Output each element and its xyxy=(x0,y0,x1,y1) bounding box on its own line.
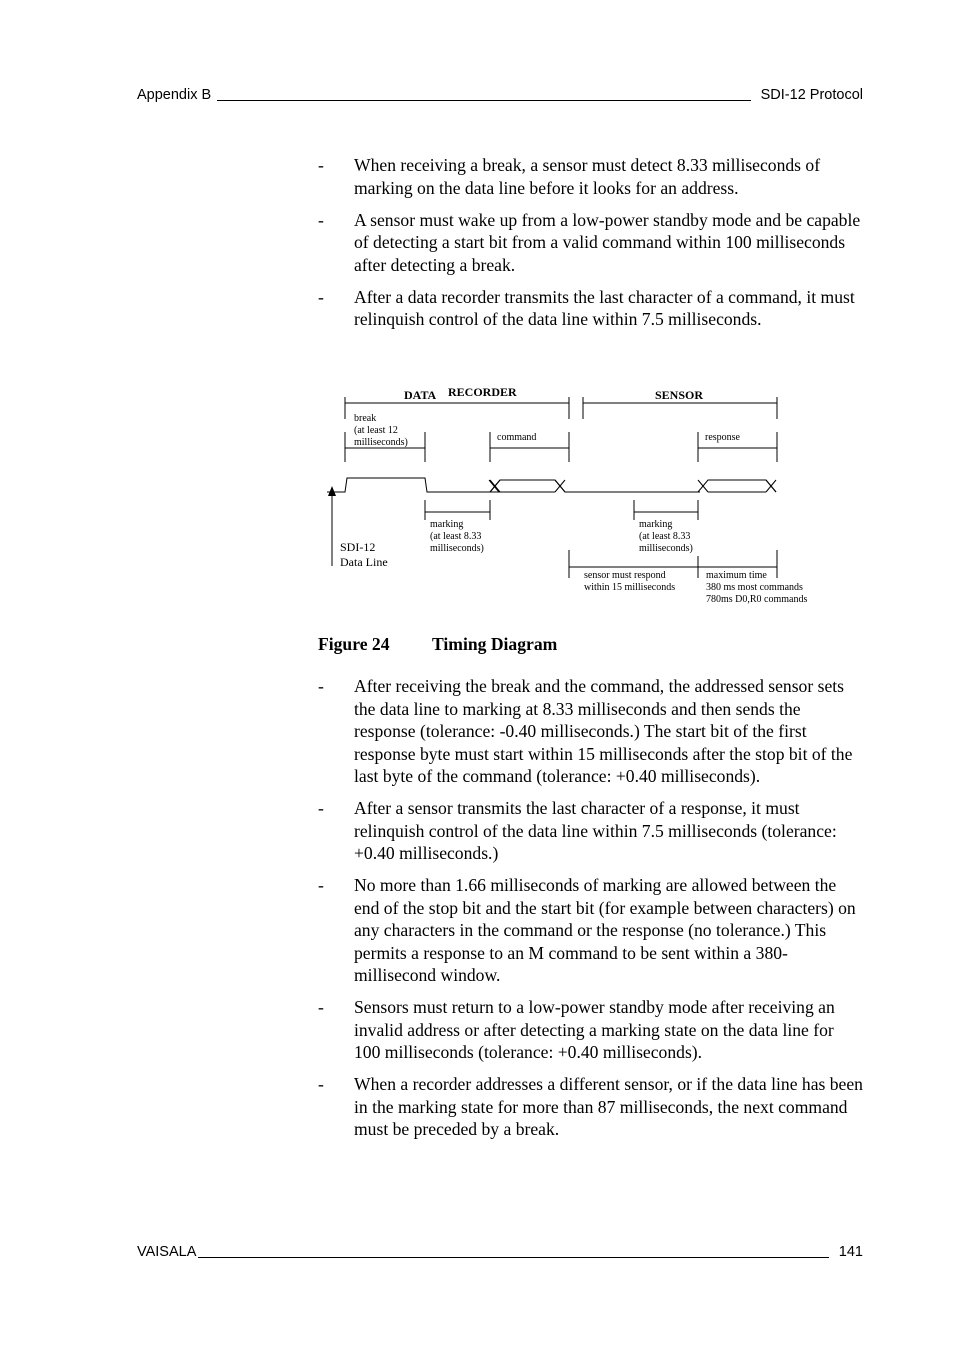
label-sdi12: SDI-12 xyxy=(340,540,376,554)
list-item xyxy=(318,1073,864,1141)
label-command: command xyxy=(497,432,537,443)
label-max-3: 780ms D0,R0 commands xyxy=(706,594,808,605)
label-marking-2a: marking xyxy=(639,519,673,530)
page-footer xyxy=(137,1243,863,1261)
bullet-dash: - xyxy=(318,875,324,895)
arrow-head xyxy=(328,486,336,496)
label-sensor: SENSOR xyxy=(655,388,704,402)
header-rule xyxy=(217,99,750,101)
label-marking-2c: milliseconds) xyxy=(639,543,693,554)
label-data: DATA xyxy=(404,388,437,402)
timing-diagram xyxy=(318,380,838,608)
figure-title: Timing Diagram xyxy=(432,634,558,654)
bullet-dash: - xyxy=(318,1074,324,1094)
bullet-dash: - xyxy=(318,155,324,175)
bullet-dash: - xyxy=(318,676,324,696)
page-number: 141 xyxy=(838,1244,863,1260)
label-max-1: maximum time xyxy=(706,570,767,581)
header-section: Appendix B xyxy=(137,87,212,103)
label-marking-2b: (at least 8.33 xyxy=(639,531,691,542)
bullet-list-bottom xyxy=(318,675,864,1150)
list-item xyxy=(318,154,864,199)
bullet-list-top xyxy=(318,154,864,340)
label-break-2: (at least 12 xyxy=(354,425,398,436)
diagram-labels xyxy=(354,413,807,605)
bullet-text: After receiving the break and the command, the addressed sensor sets the data line to marking at 8.33 milliseconds and then sends the response (tolerance: -0.40 milliseconds.) The start bit of the first response byte must start within 15 milliseconds after the stop bit of the last byte of the command (tolerance: +0.40 milliseconds). xyxy=(354,676,853,786)
bullet-text: When a recorder addresses a different sensor, or if the data line has been in the marking state for more than 87 milliseconds, the next command must be preceded by a break. xyxy=(354,1074,863,1139)
label-marking-1a: marking xyxy=(430,519,464,530)
list-item xyxy=(318,675,864,788)
bullet-dash: - xyxy=(318,798,324,818)
page-header xyxy=(137,86,863,104)
label-max-2: 380 ms most commands xyxy=(706,582,803,593)
bullet-text: After a data recorder transmits the last character of a command, it must relinquish control of the data line within 7.5 milliseconds. xyxy=(354,286,855,329)
figure-number: Figure 24 xyxy=(318,634,390,654)
list-item xyxy=(318,209,864,277)
label-break-3: milliseconds) xyxy=(354,437,408,448)
bullet-dash: - xyxy=(318,997,324,1017)
list-item xyxy=(318,797,864,865)
label-response: response xyxy=(705,432,740,443)
label-marking-1c: milliseconds) xyxy=(430,543,484,554)
label-break-1: break xyxy=(354,413,377,424)
label-marking-1b: (at least 8.33 xyxy=(430,531,482,542)
data-line-label xyxy=(340,540,388,569)
bullet-text: After a sensor transmits the last character of a response, it must relinquish control of the data line within 7.5 milliseconds (tolerance: +0.40 milliseconds.) xyxy=(354,798,837,863)
footer-company: VAISALA xyxy=(137,1244,197,1260)
bullet-text: No more than 1.66 milliseconds of marking are allowed between the end of the stop bit and the start bit (for example between characters) on any characters in the command or the response (no tolerance.) This permits a response to an M command to be sent within a 380-millisecond window. xyxy=(354,875,856,985)
figure-caption xyxy=(318,633,557,655)
label-respond-1: sensor must respond xyxy=(584,570,666,581)
label-recorder: RECORDER xyxy=(448,385,517,399)
label-data-line: Data Line xyxy=(340,555,388,569)
list-item xyxy=(318,996,864,1064)
bullet-text: Sensors must return to a low-power standby mode after receiving an invalid address or after detecting a marking state on the data line for 100 milliseconds (tolerance: +0.40 milliseconds). xyxy=(354,997,835,1062)
bullet-text: A sensor must wake up from a low-power standby mode and be capable of detecting a start bit from a valid command within 100 milliseconds after detecting a break. xyxy=(354,209,861,275)
label-respond-2: within 15 milliseconds xyxy=(584,582,676,593)
header-title: SDI-12 Protocol xyxy=(760,87,863,103)
bullet-dash: - xyxy=(318,286,324,307)
diagram-headings xyxy=(404,385,703,402)
bullet-dash: - xyxy=(318,209,324,230)
list-item xyxy=(318,286,864,331)
bullet-text: When receiving a break, a sensor must detect 8.33 milliseconds of marking on the data line before it looks for an address. xyxy=(354,155,821,198)
list-item xyxy=(318,874,864,987)
footer-rule xyxy=(198,1256,828,1258)
